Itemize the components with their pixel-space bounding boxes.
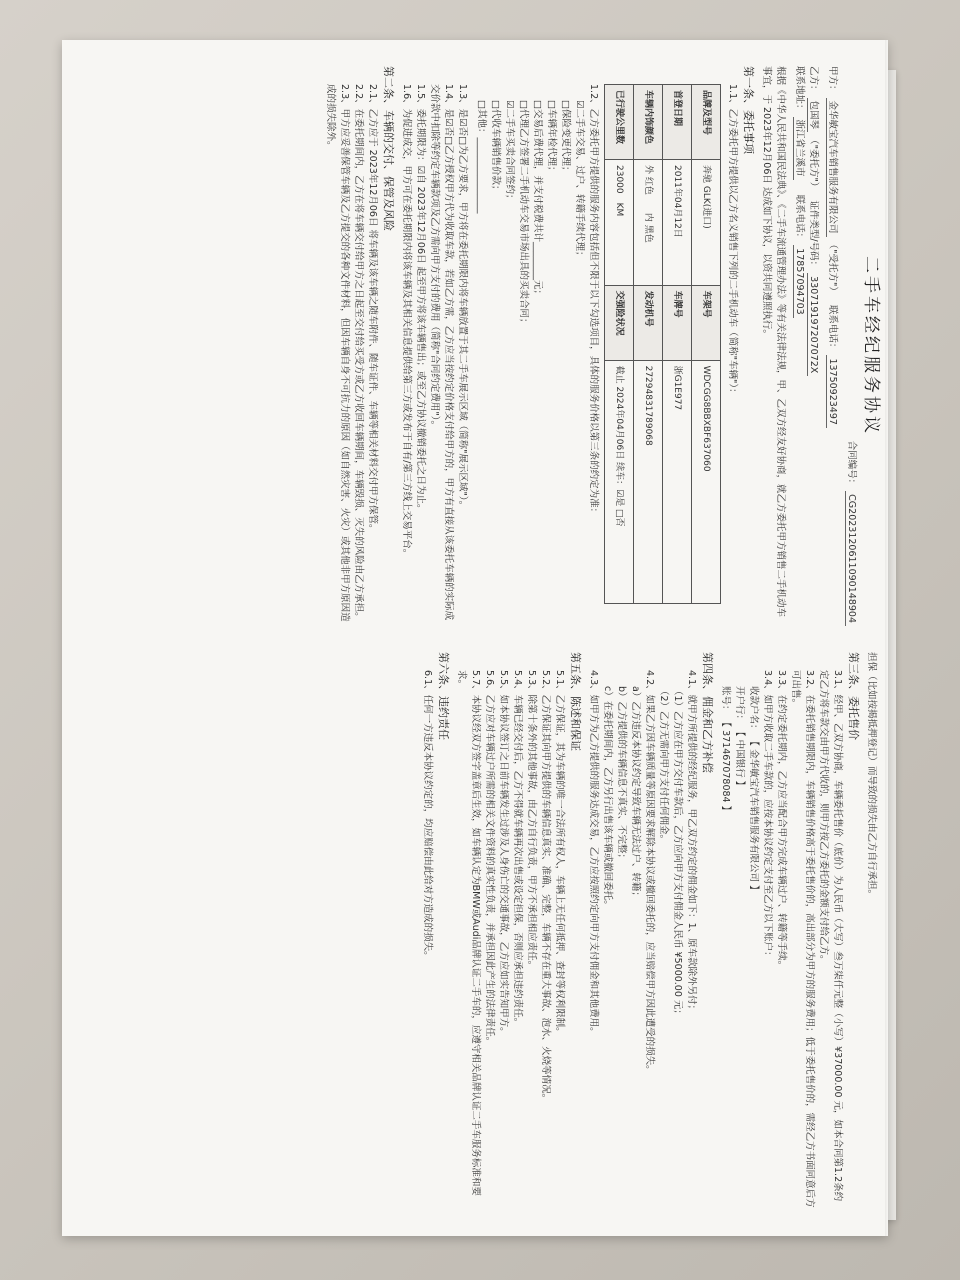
service-option: □车辆年检代理；	[546, 100, 557, 176]
payee-label: 收款户名：	[748, 686, 759, 734]
table-key: 车架号	[692, 285, 721, 360]
party-a-role: （"受托方"）	[827, 239, 838, 296]
table-key: 交强险状况	[605, 285, 634, 360]
article-5-heading: 第五条、陈述和保证	[569, 652, 582, 751]
party-a-phone-label: 联系电话：	[827, 304, 838, 353]
party-a-name: 金华敏宝汽车销售服务有限公司	[826, 98, 838, 237]
party-b-role: （"委托方"）	[808, 135, 819, 192]
clause-5-3: 5.3、除第十条外的其他事故，由乙方自行负责，甲方不承担相应责任。	[526, 670, 537, 971]
table-value: 浙G1E977	[663, 360, 692, 603]
clause-4-2: 4.2、如果乙方因车辆质量等原因要求解除本协议或撤回委托的，应当赔偿甲方因此遭受的损失。	[644, 670, 655, 1075]
clause-5-2: 5.2、乙方保证其向甲方提供的车辆信息真实、准确、完整，车辆不存在重大事故、泡水、火烧等情况。	[540, 670, 551, 1104]
party-b-id-label: 证件类型/号码：	[808, 200, 819, 271]
service-option: □保险变更代理；	[560, 100, 571, 176]
document-paper	[62, 40, 888, 1236]
party-a-label: 甲方：	[827, 66, 838, 95]
party-b-phone: 17857094703	[793, 245, 805, 318]
clause-5-7: 5.7、本协议经双方签字盖章后生效，如车辆认定为BMW或Audi品牌认证二手车的，应遵守相关品牌认证二手车服务标准和要求。	[456, 670, 481, 1196]
clause-2-1: 2.1、乙方应于 2023年12月06日 将车辆及该车辆之随车附件、随车证件、车辆等相关材料交付甲方保管。	[367, 84, 378, 534]
table-key: 发动机号	[634, 285, 663, 360]
party-b-address: 浙江省兰溪市	[793, 117, 805, 180]
table-row	[634, 85, 663, 604]
payee-line	[746, 652, 760, 1208]
contract-number: CG2023120611090148904	[845, 491, 857, 626]
document-title: 二手车经纪服务协议	[861, 256, 881, 436]
account-line	[718, 652, 732, 1208]
article-4-heading: 第四条、佣金和乙方补偿	[701, 652, 714, 773]
bank-label: 开户行：	[734, 686, 745, 725]
clause-3-4: 3.4、如甲方收取二手车款的，应按本协议约定支付至乙方以下账户：	[762, 670, 773, 961]
table-key: 已行驶公里数	[605, 85, 634, 160]
clause-4-2-a: a）乙方违反本协议约定导致车辆无法过户、转籍；	[630, 686, 641, 901]
clause-1-6: 1.6、为促进成交，甲方可在委托期限内将该车辆及其相关信息提供给第三方或发布于自有/第三方线上交易平台。	[401, 84, 412, 559]
paper-fold-shadow	[885, 40, 888, 1236]
party-b-line	[806, 66, 820, 626]
clause-3-2: 3.2、在委托销售期限内，车辆销售价格高于委托售价的，高出部分为甲方的服务费用；低于委托售价的，需经乙方书面同意后方可出售。	[790, 670, 815, 1208]
party-b-address-line	[792, 66, 806, 626]
table-row	[692, 85, 721, 604]
contract-number-label: 合同编号：	[846, 440, 857, 489]
table-key: 车牌号	[663, 285, 692, 360]
payee-value: 【 金华敏宝汽车销售服务有限公司 】	[748, 736, 759, 895]
table-key: 车辆内饰颜色	[634, 85, 663, 160]
clause-3-3: 3.3、在约定委托期内，乙方应当配合甲方完成车辆过户、转籍等手续。	[776, 670, 787, 971]
party-a-line	[825, 66, 839, 626]
clause-6-1: 6.1、任何一方违反本协议约定的，均应赔偿由此给对方造成的损失。	[422, 670, 433, 961]
service-option: □其他：________________	[476, 100, 487, 214]
clause-1-5: 1.5、委托期限为：☑自 2023年12月06日 起至甲方将该车辆售出；或至乙方协议撤销委托之日为止。	[415, 84, 426, 514]
table-value: 外 红色 内 黑色	[634, 160, 663, 286]
account-value: 【 371467078084 】	[720, 717, 731, 816]
clause-1-1: 1.1、乙方委托甲方提供以乙方名义销售下列的二手机动车（简称"车辆"）：	[727, 84, 738, 398]
article-6-heading: 第六条、违约责任	[437, 652, 450, 740]
clause-4-1-b: （2）乙方无需向甲方支付任何佣金。	[658, 686, 669, 845]
clause-5-6: 5.6、乙方应对车辆过户所需的相关文件资料的真实性负责，并承担因此产生的法律责任。	[484, 670, 495, 1047]
table-key: 品牌及型号	[692, 85, 721, 160]
table-key: 首登日期	[663, 85, 692, 160]
clause-4-1-a: （1）乙方应在甲方交付车款后，乙方应向甲方支付佣金人民币 ¥5000.00 元；	[672, 686, 683, 1019]
bank-value: 【 中国银行 】	[734, 727, 745, 791]
clause-5-5: 5.5、如本协议签订之日前车辆发生过涉及人身伤亡的交通事故，乙方应如实告知甲方。	[498, 670, 509, 1037]
clause-2-2: 2.2、在委托期间内，乙方在将车辆交付给甲方之日起至交付给买受方或乙方收回车辆期间，车辆毁损、灭失的风险由乙方承担。	[353, 84, 364, 622]
party-b-address-label: 联系地址：	[794, 66, 805, 114]
clause-1-4: 1.4、是☑否□乙方授权甲方代为收取车款，若如乙方需，乙方应当按约定价格支付给甲方的，甲方有直接从该委托车辆的实际成交价款中扣除等约定车辆款项及乙方需向甲方支付的费用（简称"合同约定费用"）。	[429, 84, 454, 621]
vehicle-info-table	[604, 84, 721, 604]
clause-5-4: 5.4、车辆已经交付后，乙方不得就车辆再次出售或设定担保，否则应承担违约责任。	[512, 670, 523, 1028]
article-3-heading: 第三条、委托售价	[847, 652, 860, 740]
service-option: □代收车辆销售价款；	[490, 100, 501, 195]
clause-4-1: 4.1、就甲方所提供的经纪服务，甲乙双方约定的佣金如下：1、原车款除外另付；	[686, 670, 697, 1015]
table-value: 截止 2024年04月06日 续车：☑是 □否	[605, 360, 634, 603]
table-value: 2011年04月12日	[663, 160, 692, 286]
bank-line	[732, 652, 746, 1208]
account-label: 账号：	[720, 686, 731, 715]
table-row	[663, 85, 692, 604]
article-1-heading: 第一条、委托事项	[742, 66, 755, 154]
rotated-document-content	[72, 52, 881, 1222]
party-a-phone: 13750923497	[826, 355, 838, 428]
party-b-id: 330719197207072X	[807, 273, 819, 376]
service-option: ☑二手车交易、过户、转籍手续代理；	[574, 100, 585, 261]
table-value: 27294831789068	[634, 360, 663, 603]
table-row	[605, 85, 634, 604]
article-2-heading: 第二条、车辆的交付、保管及风险	[382, 66, 395, 231]
clause-4-2-b: b）乙方提供的车辆信息不真实、不完整；	[616, 686, 627, 864]
clause-1-3: 1.3、是☑否□为乙方要求，甲方将在委托期限内将车辆放置于其二手车展示区域（简称"展示区域"）。	[457, 84, 468, 511]
clause-1-2: 1.2、乙方委托甲方提供的服务内容包括但不限于以下勾选项目，具体的服务价格以第三条的约定为准：	[588, 84, 599, 518]
party-b-label: 乙方：	[808, 66, 819, 95]
clause-4-3: 4.3、如甲方为乙方提供的服务达成交易，乙方应按照约定向甲方支付佣金和其他费用。	[588, 670, 599, 1037]
article-3-prefix: 担保（比如按揭抵押登记）而导致的损失由乙方自行承担。	[866, 652, 877, 900]
table-value: 奔驰 GLK(进口)	[692, 160, 721, 286]
document-column-left	[323, 66, 881, 626]
service-option: □交易后费代理，并支付税费共计________元；	[532, 100, 543, 299]
clause-4-2-c: c）在委托期间内，乙方另行出售该车辆或撤回委托。	[602, 686, 613, 910]
contract-number-line	[844, 66, 858, 626]
table-value: WDCGG8BBXBF637060	[692, 360, 721, 603]
service-option: ☑二手车买卖合同签约；	[504, 100, 515, 204]
service-option: □代理乙方签署二手机动车交易市场出具的买卖合同；	[518, 100, 529, 328]
clause-3-1: 3.1、经甲、乙双方协商，车辆委托售价（底价）为人民币（大写）叁万柒仟元整（小写）¥37000.00 元，如本合同第1.2条约定乙方将车款交由甲方代收的，则甲方按乙方委托的金额支付给乙方。	[818, 670, 843, 1202]
document-column-right	[420, 652, 878, 1208]
party-b-name: 包国琴	[807, 98, 819, 133]
preamble: 根据《中华人民共和国民法典》、《二手车流通管理办法》等有关法律法规，甲、乙双方经友好协商，就乙方委托甲方销售二手机动车事宜，于 2023年12月06日 达成如下协议，以资共同遵照执行。	[761, 66, 786, 618]
table-value: 23000 KM	[605, 160, 634, 286]
clause-2-3: 2.3、甲方应妥善保管车辆及乙方提交的各种文件材料，但因车辆自身不可抗力的原因（如自然灾害、火灾）或其他非甲方原因造成的损失除外。	[325, 84, 350, 622]
party-b-phone-label: 联系电话：	[794, 194, 805, 243]
clause-5-1: 5.1、乙方保证，其为车辆的唯一合法所有权人，车辆上无任何抵押、查封等权利限制。	[554, 670, 565, 1037]
